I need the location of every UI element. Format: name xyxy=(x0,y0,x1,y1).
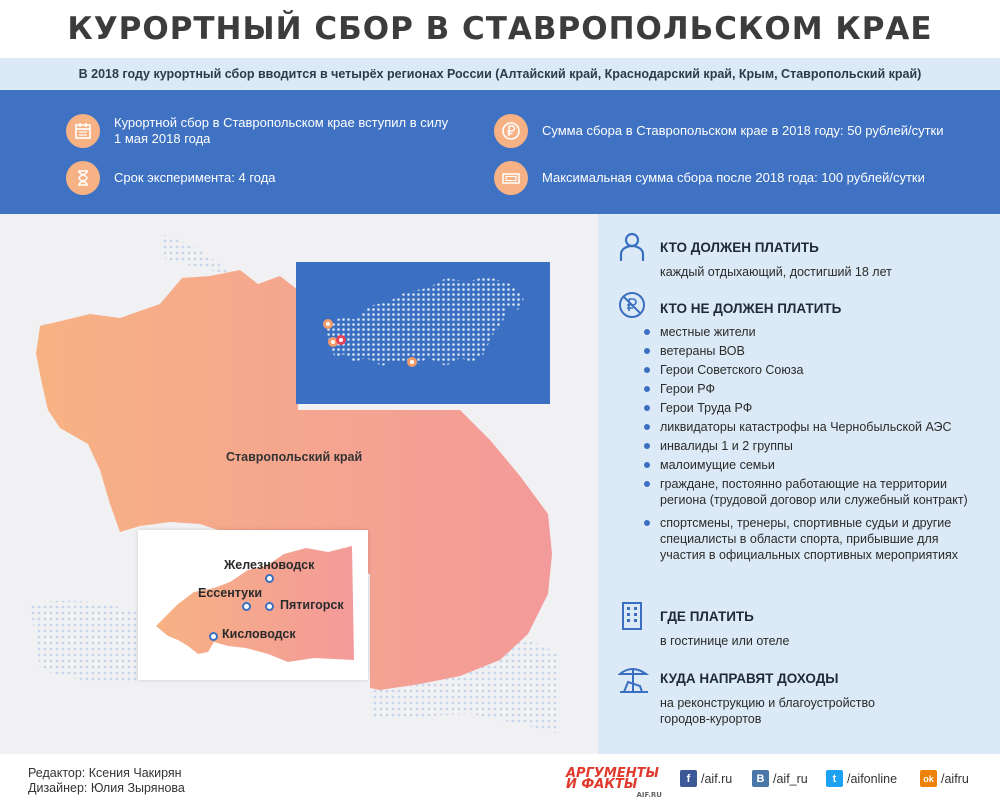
designer-credit: Дизайнер: Юлия Зырянова xyxy=(28,781,185,795)
social-link-vk[interactable]: B /aif_ru xyxy=(752,770,808,787)
where-income-heading: КУДА НАПРАВЯТ ДОХОДЫ xyxy=(660,671,839,686)
location-marker xyxy=(323,319,333,329)
page-title: КУРОРТНЫЙ СБОР В СТАВРОПОЛЬСКОМ КРАЕ xyxy=(67,11,933,47)
fact-max-fee xyxy=(494,161,925,195)
where-pay-heading: ГДЕ ПЛАТИТЬ xyxy=(660,609,754,624)
city-marker xyxy=(209,632,218,641)
social-link-odnoklassniki[interactable]: ok /aifru xyxy=(920,770,969,787)
fact-text: Сумма сбора в Ставропольском крае в 2018 году: 50 рублей/сутки xyxy=(542,123,944,138)
hourglass-icon xyxy=(66,161,100,195)
banknote-icon xyxy=(494,161,528,195)
city-essentuki: Ессентуки xyxy=(198,586,263,600)
facts-panel xyxy=(0,90,1000,214)
list-item: Герои РФ xyxy=(642,381,982,397)
subtitle: В 2018 году курортный сбор вводится в четырёх регионах России (Алтайский край, Краснодарский край, Крым, Ставропольский край) xyxy=(0,58,1000,90)
exempt-list xyxy=(642,324,982,566)
location-marker xyxy=(407,357,417,367)
list-item: местные жители xyxy=(642,324,982,340)
russia-map xyxy=(296,262,550,404)
city-kislovodsk: Кисловодск xyxy=(222,627,296,641)
fact-duration xyxy=(66,161,276,195)
aif-logo[interactable]: АРГУМЕНТЫ И ФАКТЫ AIF.RU xyxy=(566,766,662,799)
fact-text: Курортной сбор в Ставропольском крае вступил в силу xyxy=(114,115,449,130)
region-label: Ставропольский край xyxy=(226,450,363,464)
russia-inset-map xyxy=(296,262,550,404)
where-income-text: на реконструкцию и благоустройство городов-курортов xyxy=(660,696,875,726)
city-marker xyxy=(265,602,274,611)
who-pays-heading: КТО ДОЛЖЕН ПЛАТИТЬ xyxy=(660,240,819,255)
calendar-icon xyxy=(66,114,100,148)
list-item: ветераны ВОВ xyxy=(642,343,982,359)
fact-text: 1 мая 2018 года xyxy=(114,131,211,146)
social-link-twitter[interactable]: t /aifonline xyxy=(826,770,897,787)
city-marker xyxy=(265,574,274,583)
list-item: инвалиды 1 и 2 группы xyxy=(642,438,982,454)
city-marker xyxy=(242,602,251,611)
person-icon xyxy=(618,232,646,262)
list-item: Герои Труда РФ xyxy=(642,400,982,416)
fact-text: Срок эксперимента: 4 года xyxy=(114,170,276,185)
city-pyatigorsk: Пятигорск xyxy=(280,598,344,612)
ruble-coin-icon xyxy=(494,114,528,148)
info-panel xyxy=(598,214,1000,754)
list-item: спортсмены, тренеры, спортивные судьи и другие специалисты в области спорта, прибывшие для участия в официальных спортивных мероприятиях xyxy=(642,515,982,563)
credits xyxy=(28,766,185,796)
fact-text: Максимальная сумма сбора после 2018 года: 100 рублей/сутки xyxy=(542,170,925,185)
building-icon xyxy=(618,600,646,630)
fact-fee-2018 xyxy=(494,114,943,148)
footer xyxy=(0,754,1000,808)
map-area xyxy=(0,214,598,754)
fact-start-date xyxy=(66,114,448,148)
social-link-facebook[interactable]: f /aif.ru xyxy=(680,770,732,787)
list-item: малоимущие семьи xyxy=(642,457,982,473)
who-not-pays-heading: КТО НЕ ДОЛЖЕН ПЛАТИТЬ xyxy=(660,301,842,316)
location-marker xyxy=(336,335,346,345)
facebook-icon: f xyxy=(680,770,697,787)
twitter-icon: t xyxy=(826,770,843,787)
vk-icon: B xyxy=(752,770,769,787)
list-item: граждане, постоянно работающие на территории региона (трудовой договор или служебный контракт) xyxy=(642,476,982,508)
who-pays-text: каждый отдыхающий, достигший 18 лет xyxy=(660,265,892,279)
cities-inset-map xyxy=(138,530,368,680)
odnoklassniki-icon: ok xyxy=(920,770,937,787)
city-zheleznovodsk: Железноводск xyxy=(224,558,315,572)
where-pay-text: в гостинице или отеле xyxy=(660,634,790,648)
no-ruble-icon xyxy=(618,290,646,320)
editor-credit: Редактор: Ксения Чакирян xyxy=(28,766,182,780)
list-item: Герои Советского Союза xyxy=(642,362,982,378)
list-item: ликвидаторы катастрофы на Чернобыльской АЭС xyxy=(642,419,982,435)
beach-chair-icon xyxy=(618,664,650,694)
